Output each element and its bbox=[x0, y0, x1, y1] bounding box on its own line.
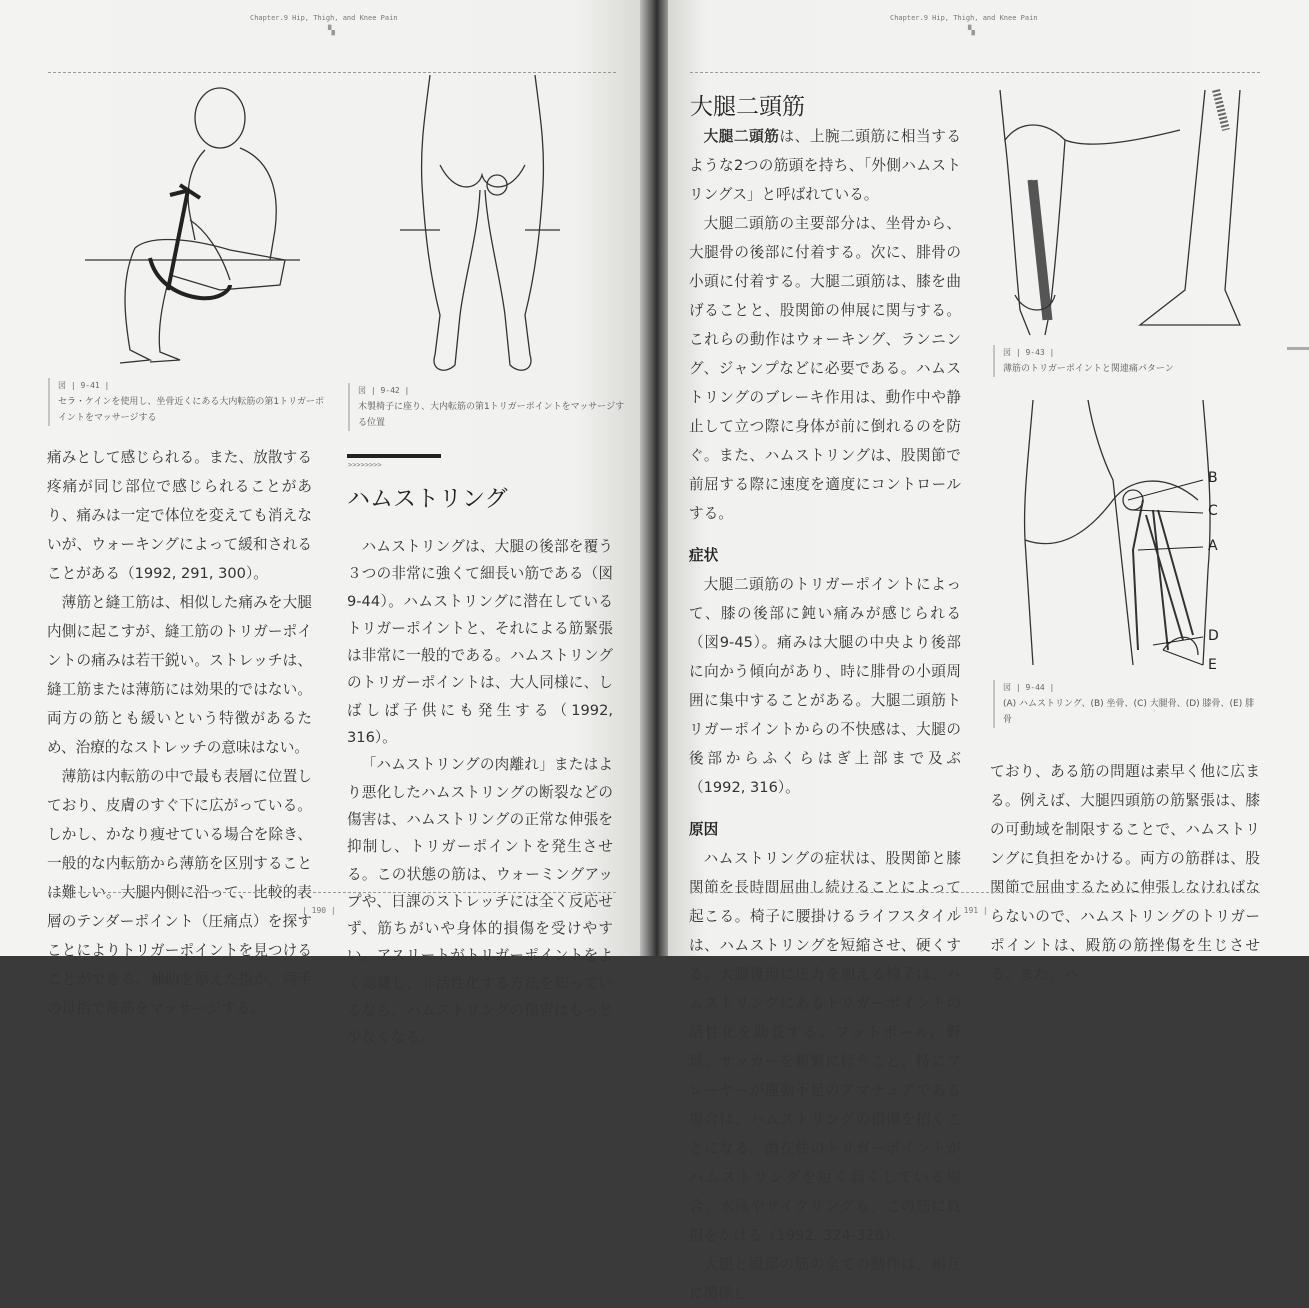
continued-column-text bbox=[990, 757, 1260, 989]
paragraph: 大腿と殿部の筋の全ての動作は、相互に関係し bbox=[689, 1256, 961, 1302]
figure-9-42-back-view-legs-illustration bbox=[400, 75, 565, 380]
left-column-text bbox=[47, 443, 312, 1023]
causes-heading: 原因 bbox=[689, 821, 719, 838]
figure-label-a: A bbox=[1208, 538, 1218, 554]
right-page bbox=[668, 0, 1309, 1302]
figure-label-b: B bbox=[1208, 470, 1218, 486]
chapter-icon: ▚ bbox=[328, 26, 335, 36]
figure-9-44-caption bbox=[993, 680, 1263, 728]
paragraph bbox=[689, 122, 961, 209]
figure-9-41-caption bbox=[48, 378, 328, 426]
section-marker: >>>>>>>> bbox=[348, 461, 382, 469]
page-number: | 191 | bbox=[954, 906, 988, 915]
paragraph: ており、ある筋の問題は素早く他に広まる。例えば、大腿四頭筋の筋緊張は、膝の可動域を制限することで、ハムストリングに負担をかける。両方の筋群は、股関節で屈曲するために伸張しなければならないので、ハムストリングのトリガーポイントは、殿筋の筋挫傷を生じさせる。また、ハ bbox=[990, 763, 1260, 983]
figure-label-c: C bbox=[1208, 503, 1218, 519]
figure-number: 図 | 9-41 | bbox=[58, 381, 110, 390]
figure-9-43-gracilis-illustration bbox=[990, 80, 1260, 340]
right-column-text bbox=[347, 533, 613, 1052]
paragraph: 薄筋は内転筋の中で最も表層に位置しており、皮膚のすぐ下に広がっている。しかし、かなり痩せている場合を除き、一般的な内転筋から薄筋を区別することは難しい。大腿内側に沿って、比較的表層のテンダーポイント（圧痛点）を探すことによりトリガーポイントを見つけることができる。補助を添えた指か、両手の母指で薄筋をマッサージする。 bbox=[47, 768, 312, 1017]
main-column-text bbox=[689, 122, 961, 1308]
figure-number: 図 | 9-42 | bbox=[358, 386, 410, 395]
figure-label-e: E bbox=[1208, 657, 1217, 673]
left-page bbox=[0, 0, 640, 1047]
top-divider bbox=[690, 72, 1260, 73]
book-gutter bbox=[640, 0, 668, 956]
section-title: 大腿二頭筋 bbox=[690, 94, 805, 120]
caption-text: (A) ハムストリング、(B) 坐骨、(C) 大腿骨、(D) 膝骨、(E) 腓骨 bbox=[1003, 699, 1255, 725]
caption-text: セラ・ケインを使用し、坐骨近くにある大内転筋の第1トリガーポイントをマッサージする bbox=[58, 397, 325, 423]
caption-text: 薄筋のトリガーポイントと関連痛パターン bbox=[1003, 364, 1174, 374]
paragraph: ハムストリングは、大腿の後部を覆う３つの非常に強くて細長い筋である（図9-44）。ハムストリングに潜在しているトリガーポイントと、それによる筋緊張は非常に一般的である。ハムストリングのトリガーポイントは、大人同様に、しばしば子供にも発生する（1992, 316）。 bbox=[347, 538, 613, 747]
paragraph: 痛みとして感じられる。また、放散する疼痛が同じ部位で感じられることがあり、痛みは一定で体位を変えても消えないが、ウォーキングによって緩和されることがある（1992, 291, 300）。 bbox=[47, 449, 312, 582]
bottom-divider bbox=[690, 892, 1260, 893]
bold-term: 大腿二頭筋 bbox=[703, 128, 780, 145]
figure-9-43-caption bbox=[993, 345, 1263, 377]
paragraph: 大腿二頭筋のトリガーポイントによって、膝の後部に鈍い痛みが感じられる（図9-45）。痛みは大腿の中央より後部に向かう傾向があり、時に腓骨の小頭周囲に集中することがある。大腿二頭筋トリガーポイントからの不快感は、大腿の後部からふくらはぎ上部まで及ぶ（1992, 316）。 bbox=[689, 576, 961, 796]
figure-9-42-caption bbox=[348, 383, 628, 431]
figure-9-41-seated-massage-illustration bbox=[80, 80, 310, 375]
section-title: ハムストリング bbox=[347, 486, 508, 512]
paragraph: 薄筋と縫工筋は、相似した痛みを大腿内側に起こすが、縫工筋のトリガーポイントの痛みは若干鋭い。ストレッチは、縫工筋または薄筋には効果的ではない。両方の筋とも緩いという特徴があるため、治療的なストレッチの意味はない。 bbox=[47, 594, 312, 756]
top-divider bbox=[48, 72, 616, 73]
chapter-icon: ▚ bbox=[968, 26, 975, 36]
caption-text: 木製椅子に座り、大内転筋の第1トリガーポイントをマッサージする位置 bbox=[358, 402, 625, 428]
bottom-divider bbox=[48, 892, 616, 893]
figure-leader-lines bbox=[1128, 470, 1208, 670]
paragraph: ハムストリングの症状は、股関節と膝関節を長時間屈曲し続けることによって起こる。椅子に腰掛けるライフスタイルは、ハムストリングを短縮させ、硬くする。大腿後部に圧力を加える椅子は、ハムストリングにあるトリガーポイントの活性化を助長する。フットボール、野球、サッカーを頻繁に行うこと、特にプレーヤーが運動不足のアマチュアである場合は、ハムストリングの損傷を招くことになる。潜在性のトリガーポイントがハムストリングを短く弱くしている場合、水泳やサイクリングも、この筋に負担をかける（1992, 324-326）。 bbox=[689, 850, 961, 1244]
figure-number: 図 | 9-44 | bbox=[1003, 683, 1055, 692]
figure-label-d: D bbox=[1208, 628, 1219, 644]
running-header: Chapter.9 Hip, Thigh, and Knee Pain bbox=[250, 14, 398, 22]
section-bar bbox=[347, 454, 441, 458]
paragraph-text: は、上腕二頭筋に相当するような2つの筋頭を持ち、「外側ハムストリングス」と呼ばれている。 bbox=[689, 128, 961, 203]
paragraph: 大腿二頭筋の主要部分は、坐骨から、大腿骨の後部に付着する。次に、腓骨の小頭に付着する。大腿二頭筋は、膝を曲げることと、股関節の伸展に関与する。これらの動作はウォーキング、ランニング、ジャンプなどに必要である。ハムストリングのブレーキ作用は、動作中や静止して立つ際に身体が前に倒れるのを防ぐ。また、ハムストリングは、股関節で前屈する際に速度を適度にコントロールする。 bbox=[689, 215, 961, 522]
running-header: Chapter.9 Hip, Thigh, and Knee Pain bbox=[890, 14, 1038, 22]
symptoms-heading: 症状 bbox=[689, 547, 719, 564]
page-edge-mark bbox=[1287, 347, 1309, 350]
figure-number: 図 | 9-43 | bbox=[1003, 348, 1055, 357]
page-number: | 190 | bbox=[302, 906, 336, 915]
paragraph: 「ハムストリングの肉離れ」またはより悪化したハムストリングの断裂などの傷害は、ハムストリングの正常な伸張を抑制し、トリガーポイントを発生させる。この状態の筋は、ウォーミングアップや、日課のストレッチには全く反応せず、筋ちがいや身体的損傷を受けやすい。アスリートがトリガーポイントをよく認識し、非活性化する方法を知っているなら、ハムストリングの傷害はもっと少なくなる。 bbox=[347, 756, 613, 1047]
